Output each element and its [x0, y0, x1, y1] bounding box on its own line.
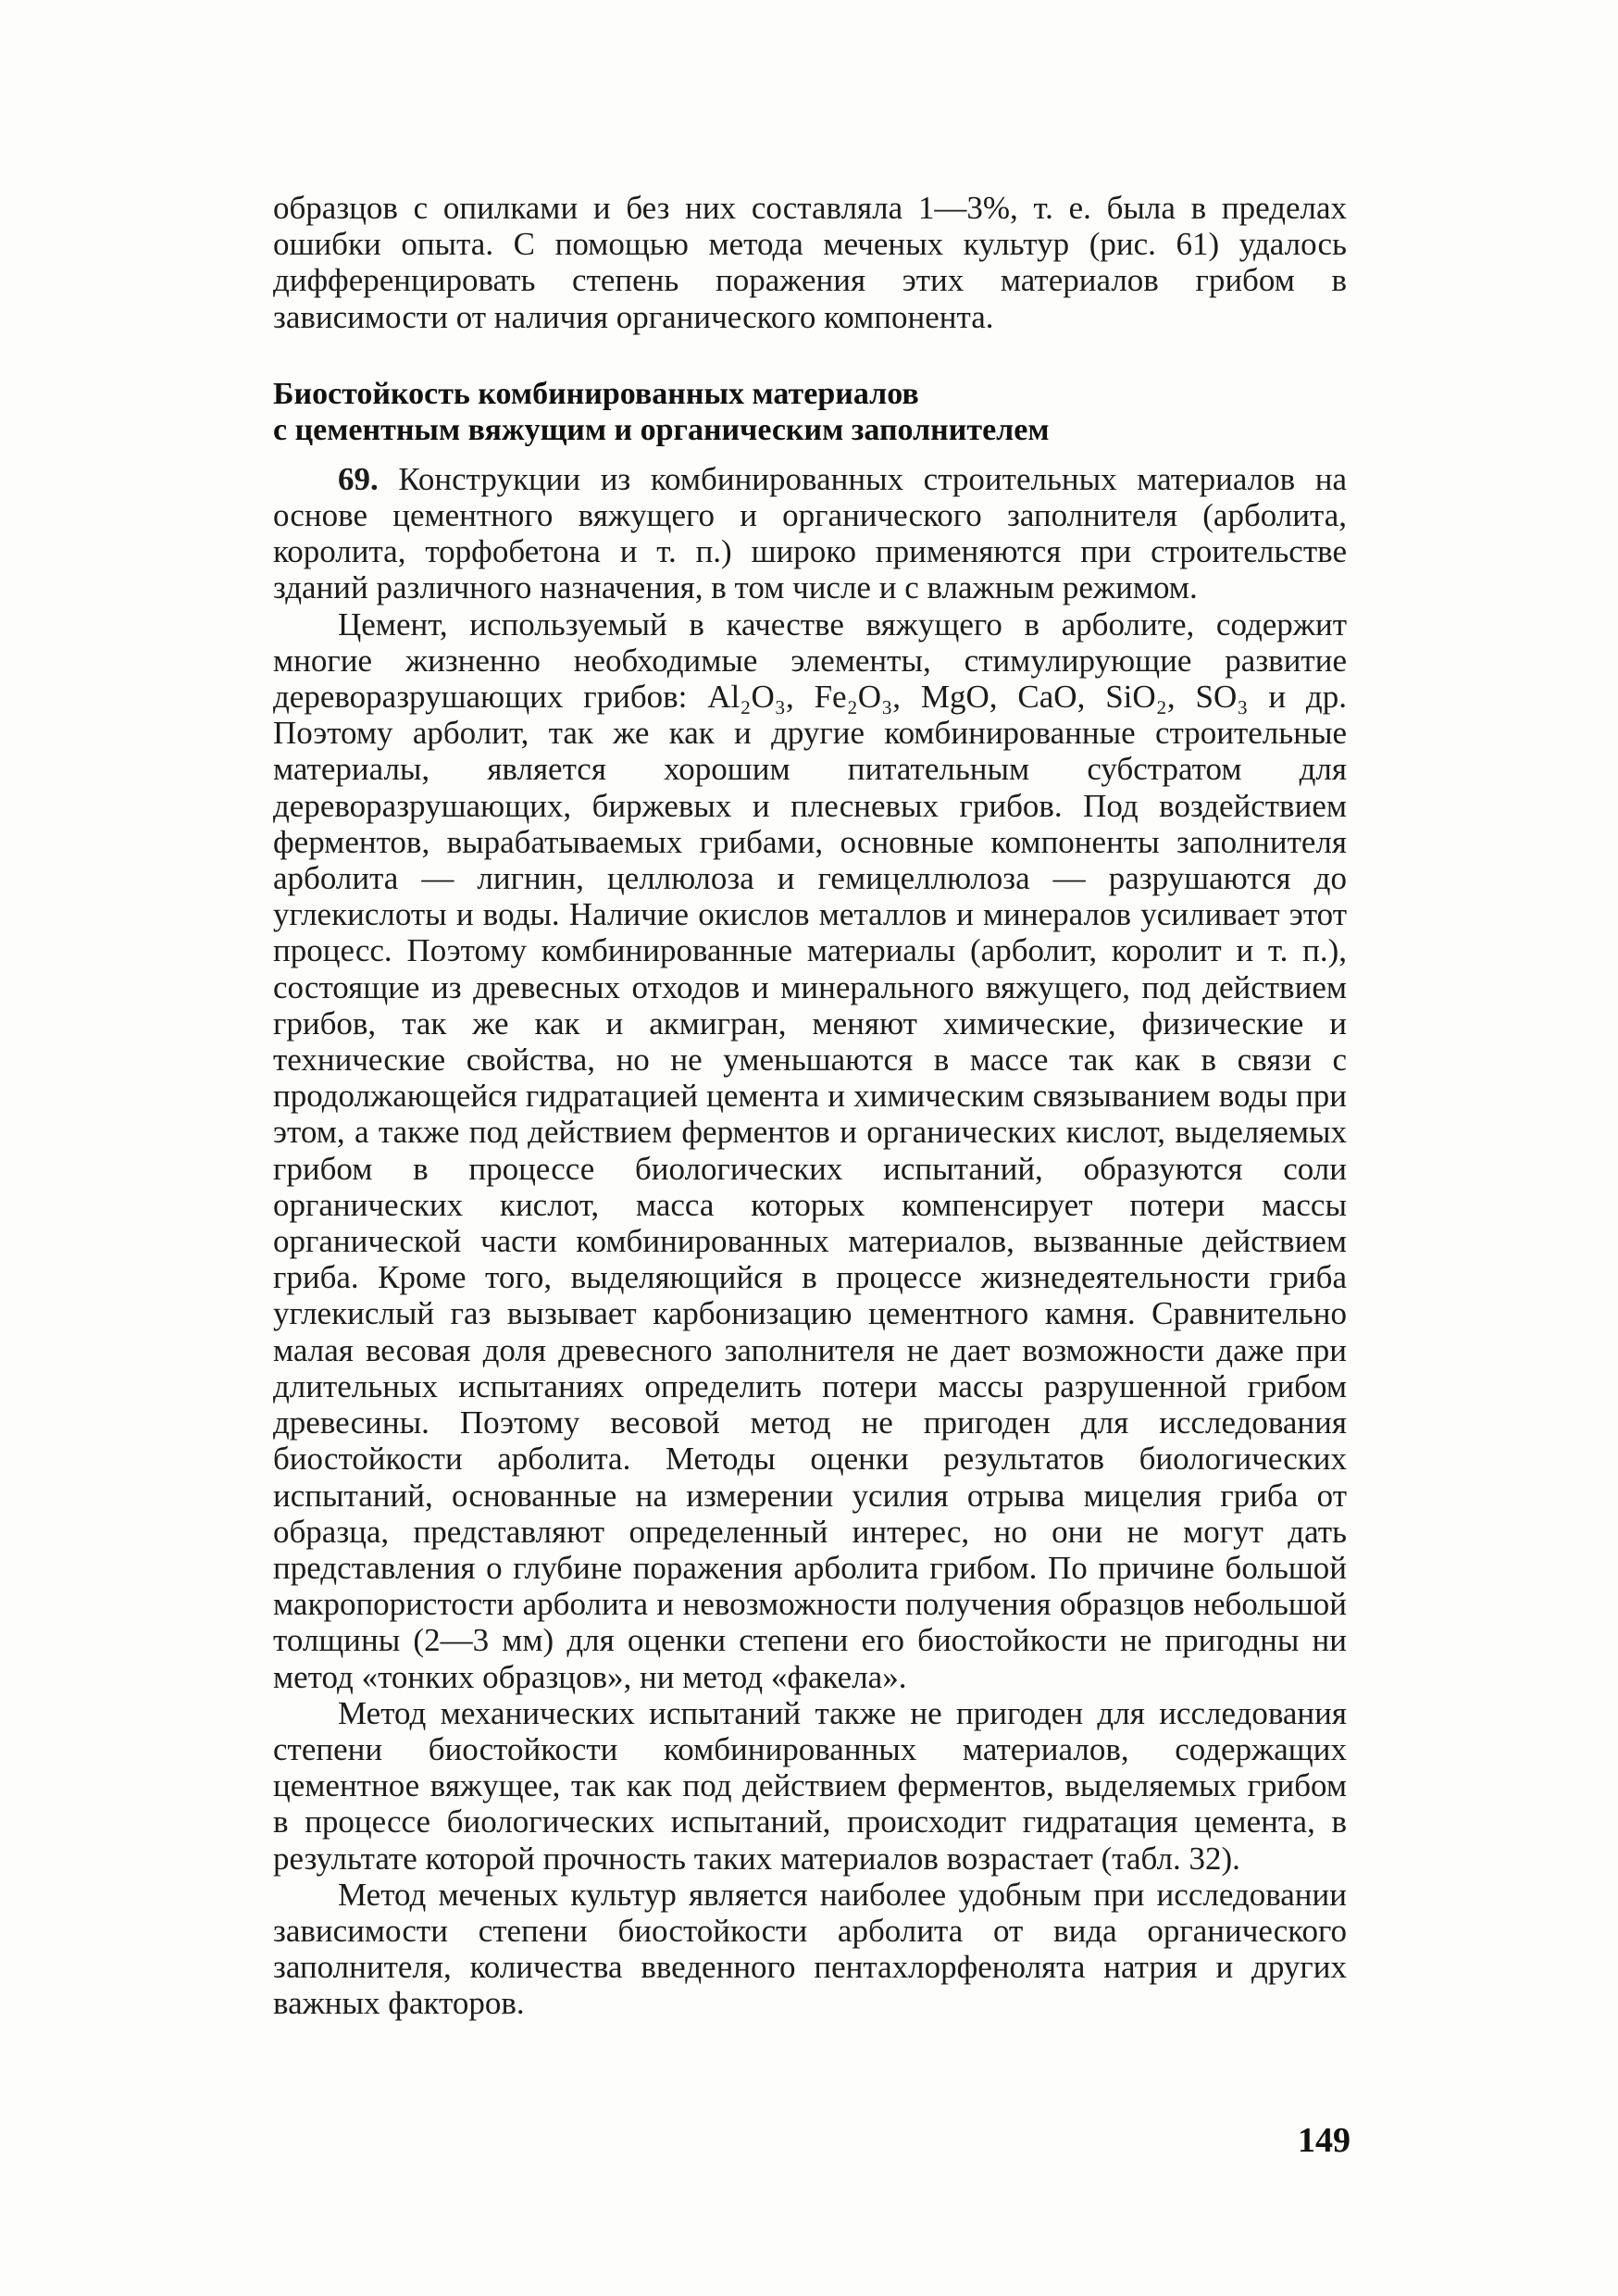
page-number: 149	[1298, 2121, 1350, 2160]
paragraph-mechanical-method: Метод механических испытаний также не пригоден для исследования степени биостойкости комбинированных материалов, содержащих цементное вяжущее, так как под действием ферментов, выделяемых грибом в процессе биологических испытаний, происходит гидратация цемента, в результате которой прочность таких материалов возрастает (табл. 32).	[273, 1694, 1347, 1877]
paragraph-number: 69.	[338, 460, 379, 497]
text-column	[273, 190, 1347, 2022]
paragraph-continued: образцов с опилками и без них составляла 1—3%, т. е. была в пределах ошибки опыта. С помощью метода меченых культур (рис. 61) удалось дифференцировать степень поражения этих материалов грибом в зависимости от наличия органического компонента.	[273, 190, 1347, 335]
paragraph-cement: Цемент, используемый в качестве вяжущего в арболите, содержит многие жизненно необходимые элементы, стимулирующие развитие дереворазрушающих грибов: Al₂O₃, Fe₂O₃, MgO, CaO, SiO₂, SO₃ и др. Поэтому арболит, так же как и другие комбинированные строительные материалы, является хорошим питательным субстратом для дереворазрушающих, биржевых и плесневых грибов. Под воздействием ферментов, вырабатываемых грибами, основные компоненты заполнителя арболита — лигнин, целлюлоза и гемицеллюлоза — разрушаются до углекислоты и воды. Наличие окислов металлов и минералов усиливает этот процесс. Поэтому комбинированные материалы (арболит, королит и т. п.), состоящие из древесных отходов и минерального вяжущего, под действием грибов, так же как и акмигран, меняют химические, физические и технические свойства, но не уменьшаются в массе так как в связи с продолжающейся гидратацией цемента и химическим связыванием воды при этом, а также под действием ферментов и органических кислот, выделяемых грибом в процессе биологических испытаний, образуются соли органических кислот, масса которых компенсирует потери массы органической части комбинированных материалов, вызванные действием гриба. Кроме того, выделяющийся в процессе жизнедеятельности гриба углекислый газ вызывает карбонизацию цементного камня. Сравнительно малая весовая доля древесного заполнителя не дает возможности даже при длительных испытаниях определить потери массы разрушенной грибом древесины. Поэтому весовой метод не пригоден для исследования биостойкости арболита. Методы оценки результатов биологических испытаний, основанные на измерении усилия отрыва мицелия гриба от образца, представляют определенный интерес, но они не могут дать представления о глубине поражения арболита грибом. По причине большой макропористости арболита и невозможности получения образцов небольшой толщины (2—3 мм) для оценки степени его биостойкости не пригодны ни метод «тонких образцов», ни метод «факела».	[273, 605, 1347, 1695]
section-heading	[273, 376, 1347, 448]
section-heading-line-2: с цементным вяжущим и органическим заполнителем	[273, 412, 1050, 447]
section-heading-line-1: Биостойкость комбинированных материалов	[273, 376, 919, 411]
paragraph-labeled-cultures: Метод меченых культур является наиболее удобным при исследовании зависимости степени биостойкости арболита от вида органического заполнителя, количества введенного пентахлорфенолята натрия и других важных факторов.	[273, 1876, 1347, 2022]
paragraph-69-text: Конструкции из комбинированных строительных материалов на основе цементного вяжущего и органического заполнителя (арболита, королита, торфобетона и т. п.) широко применяются при строительстве зданий различного назначения, в том числе и с влажным режимом.	[273, 460, 1347, 606]
paragraph-69	[273, 461, 1347, 606]
